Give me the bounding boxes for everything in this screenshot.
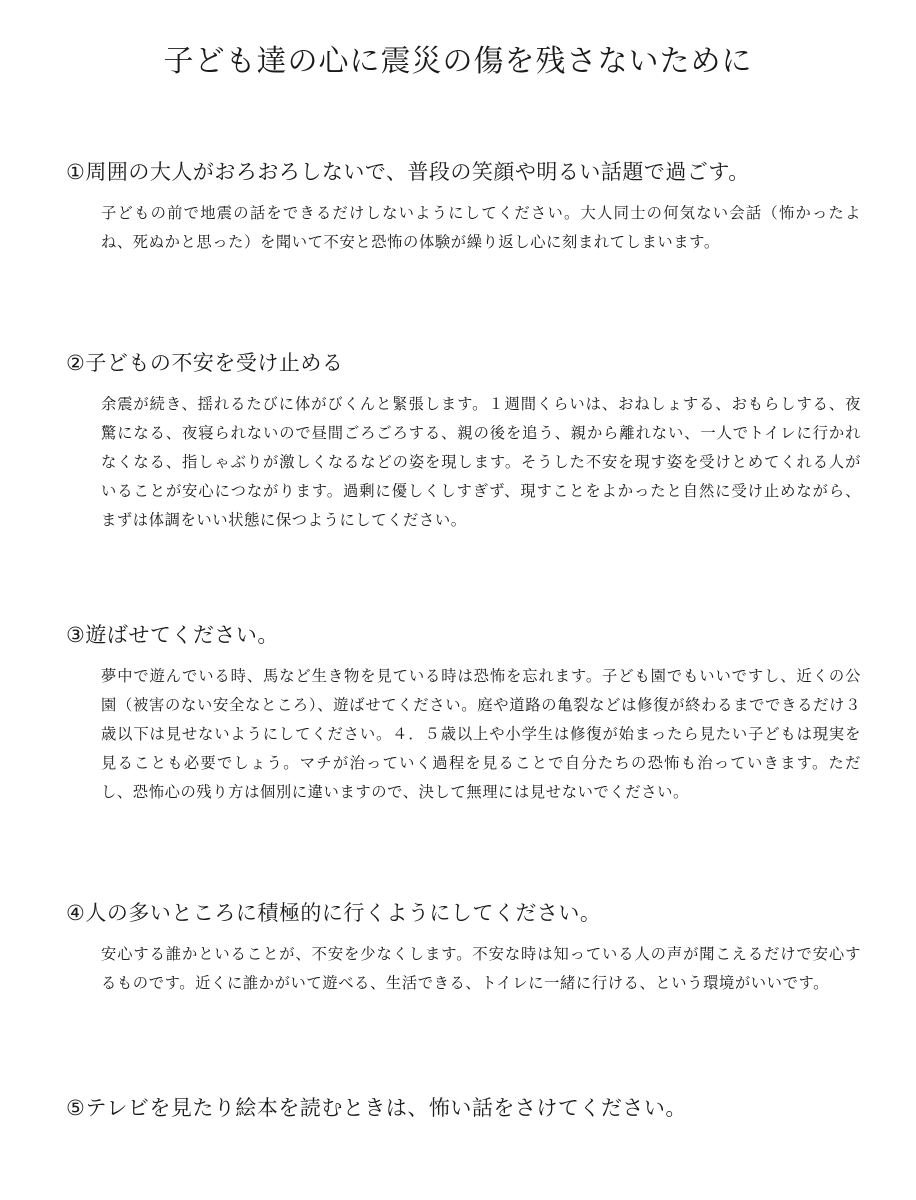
section-3-heading: ③遊ばせてください。 <box>66 623 279 647</box>
section-1-heading: ①周囲の大人がおろおろしないで、普段の笑顔や明るい話題で過ごす。 <box>66 160 750 184</box>
section-2-heading: ②子どもの不安を受け止める <box>66 351 344 375</box>
section-5 <box>66 1093 866 1123</box>
section-2 <box>66 348 866 535</box>
section-5-heading: ⑤テレビを見たり絵本を読むときは、怖い話をさけてください。 <box>66 1096 687 1120</box>
section-3 <box>66 620 866 807</box>
section-4-heading: ④人の多いところに積極的に行くようにしてください。 <box>66 901 602 925</box>
section-2-body: 余震が続き、揺れるたびに体がびくんと緊張します。１週間くらいは、おねしょする、おもらしする、夜驚になる、夜寝られないので昼間ごろごろする、親の後を追う、親から離れない、一人でトイレに行かれなくなる、指しゃぶりが激しくなるなどの姿を現します。そうした不安を現す姿を受けとめてくれる人がいることが安心につながります。過剰に優しくしすぎず、現すことをよかったと自然に受け止めながら、まずは体調をいい状態に保つようにしてください。 <box>101 395 861 529</box>
section-4 <box>66 898 866 998</box>
document-title: 子ども達の心に震災の傷を残さないために <box>163 44 753 79</box>
section-1-body: 子どもの前で地震の話をできるだけしないようにしてください。大人同士の何気ない会話（怖かったよね、死ぬかと思った）を聞いて不安と恐怖の体験が繰り返し心に刻まれてしまいます。 <box>101 204 861 251</box>
section-4-body: 安心する誰かといることが、不安を少なくします。不安な時は知っている人の声が聞こえるだけで安心するものです。近くに誰かがいて遊べる、生活できる、トイレに一緒に行ける、という環境がいいです。 <box>101 945 861 992</box>
section-1 <box>66 157 866 257</box>
section-3-body: 夢中で遊んでいる時、馬など生き物を見ている時は恐怖を忘れます。子ども園でもいいですし、近くの公園（被害のない安全なところ）、遊ばせてください。庭や道路の亀裂などは修復が終わるまでできるだけ３歳以下は見せないようにしてください。４．５歳以上や小学生は修復が始まったら見たい子どもは現実を見ることも必要でしょう。マチが治っていく過程を見ることで自分たちの恐怖も治っていきます。ただし、恐怖心の残り方は個別に違いますので、決して無理には見せないでください。 <box>101 667 861 801</box>
